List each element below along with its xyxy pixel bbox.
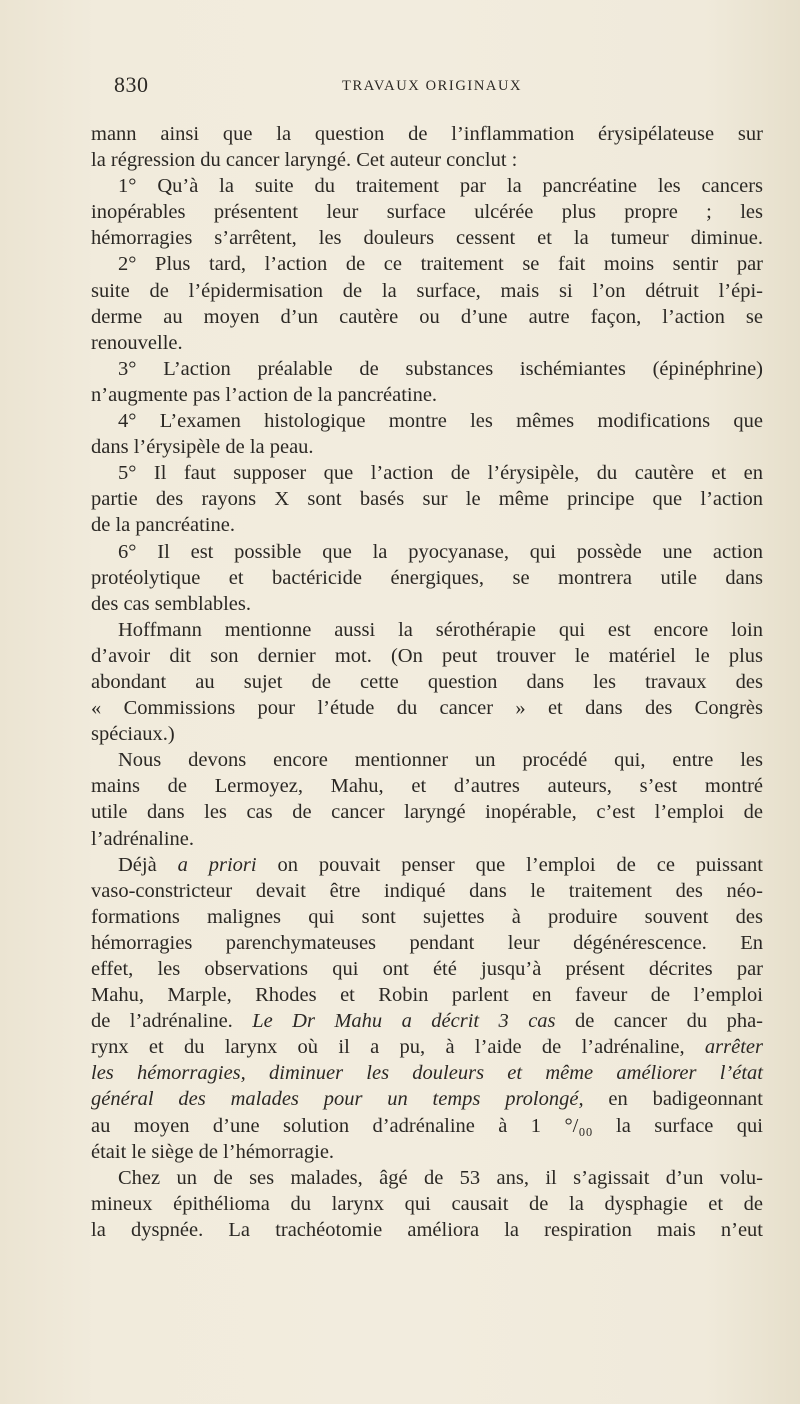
text-line: formations malignes qui sont sujettes à produire souvent des [91, 905, 763, 928]
text-run: Déjà [118, 853, 178, 876]
text-line: inopérables présentent leur surface ulcérée plus propre ; les [91, 201, 763, 224]
line-group [91, 121, 763, 852]
text-line: 6° Il est possible que la pyocyanase, qui possède une action [118, 540, 763, 563]
text-line: n’augmente pas l’action de la pancréatine. [91, 383, 438, 406]
text-line: Chez un de ses malades, âgé de 53 ans, il s’agissait d’un volu- [118, 1166, 763, 1189]
text-line: d’avoir dit son dernier mot. (On peut trouver le matériel le plus [91, 644, 763, 667]
text-line: utile dans les cas de cancer laryngé inopérable, c’est l’emploi de [91, 801, 763, 824]
text-line: la régression du cancer laryngé. Cet auteur conclut : [91, 149, 518, 172]
text-line: hémorragies s’arrêtent, les douleurs cessent et la tumeur diminue. [91, 227, 763, 250]
italic-run: a priori [177, 853, 257, 876]
text-line: suite de l’épidermisation de la surface, mais si l’on détruit l’épi- [91, 279, 763, 302]
text-line: protéolytique et bactéricide énergiques, se montrera utile dans [91, 566, 763, 589]
text-line [91, 1086, 763, 1112]
text-line: derme au moyen d’un cautère ou d’une autre façon, l’action se [91, 305, 763, 328]
text-line [91, 852, 763, 878]
text-line [91, 1008, 763, 1034]
text-line: au moyen d’une solution d’adrénaline à 1 °/₀₀ la surface qui [91, 1114, 763, 1137]
text-line: 2° Plus tard, l’action de ce traitement se fait moins sentir par [118, 253, 763, 276]
italic-run: Le Dr Mahu a décrit 3 cas [252, 1010, 556, 1033]
text-line: vaso-constricteur devait être indiqué dans le traitement des néo- [91, 879, 763, 902]
text-line: 5° Il faut supposer que l’action de l’érysipèle, du cautère et en [118, 462, 763, 485]
text-line: 4° L’examen histologique montre les mêmes modifications que [118, 410, 763, 433]
text-line: partie des rayons X sont basés sur le même principe que l’action [91, 488, 763, 511]
text-line: les hémorragies, diminuer les douleurs et même améliorer l’état [91, 1062, 763, 1085]
text-run: de l’adrénaline. [91, 1010, 253, 1033]
text-run: en badigeonnant [583, 1088, 764, 1111]
text-line: la dyspnée. La trachéotomie améliora la respiration mais n’eut [91, 1218, 763, 1241]
text-line: Nous devons encore mentionner un procédé qui, entre les [118, 749, 763, 772]
text-line: des cas semblables. [91, 592, 251, 615]
text-line: Hoffmann mentionne aussi la sérothérapie qui est encore loin [118, 618, 763, 641]
running-title: TRAVAUX ORIGINAUX [342, 78, 523, 94]
text-line: mann ainsi que la question de l’inflammation érysipélateuse sur [91, 123, 763, 145]
text-line: hémorragies parenchymateuses pendant leur dégénérescence. En [91, 931, 763, 954]
text-line: mains de Lermoyez, Mahu, et d’autres auteurs, s’est montré [91, 775, 763, 798]
page-number: 830 [114, 72, 149, 97]
text-line [91, 1034, 763, 1060]
text-line: 3° L’action préalable de substances ischémiantes (épinéphrine) [118, 357, 763, 380]
text-line: effet, les observations qui ont été jusqu’à présent décrites par [91, 958, 763, 980]
body-text [91, 121, 763, 1243]
text-run: de cancer du pha- [555, 1010, 764, 1033]
text-line: était le siège de l’hémorragie. [91, 1140, 335, 1163]
text-line: renouvelle. [91, 331, 183, 354]
text-line: Mahu, Marple, Rhodes et Robin parlent en faveur de l’emploi [91, 984, 763, 1007]
text-run: rynx et du larynx où il a pu, à l’aide de l’adrénaline, [91, 1036, 705, 1059]
text-run: on pouvait penser que l’emploi de ce puissant [256, 853, 763, 876]
text-line: spéciaux.) [91, 723, 175, 746]
text-line: l’adrénaline. [91, 827, 195, 850]
text-line: de la pancréatine. [91, 514, 235, 537]
text-line: mineux épithélioma du larynx qui causait de la dysphagie et de [91, 1192, 763, 1215]
italic-run: général des malades pour un temps prolongé, [91, 1088, 584, 1111]
text-line: 1° Qu’à la suite du traitement par la pancréatine les cancers [118, 175, 763, 198]
text-line: abondant au sujet de cette question dans les travaux des [91, 670, 763, 693]
text-line: « Commissions pour l’étude du cancer » et dans des Congrès [91, 697, 763, 720]
italic-run: arrêter [704, 1036, 763, 1059]
text-line: dans l’érysipèle de la peau. [91, 436, 314, 459]
